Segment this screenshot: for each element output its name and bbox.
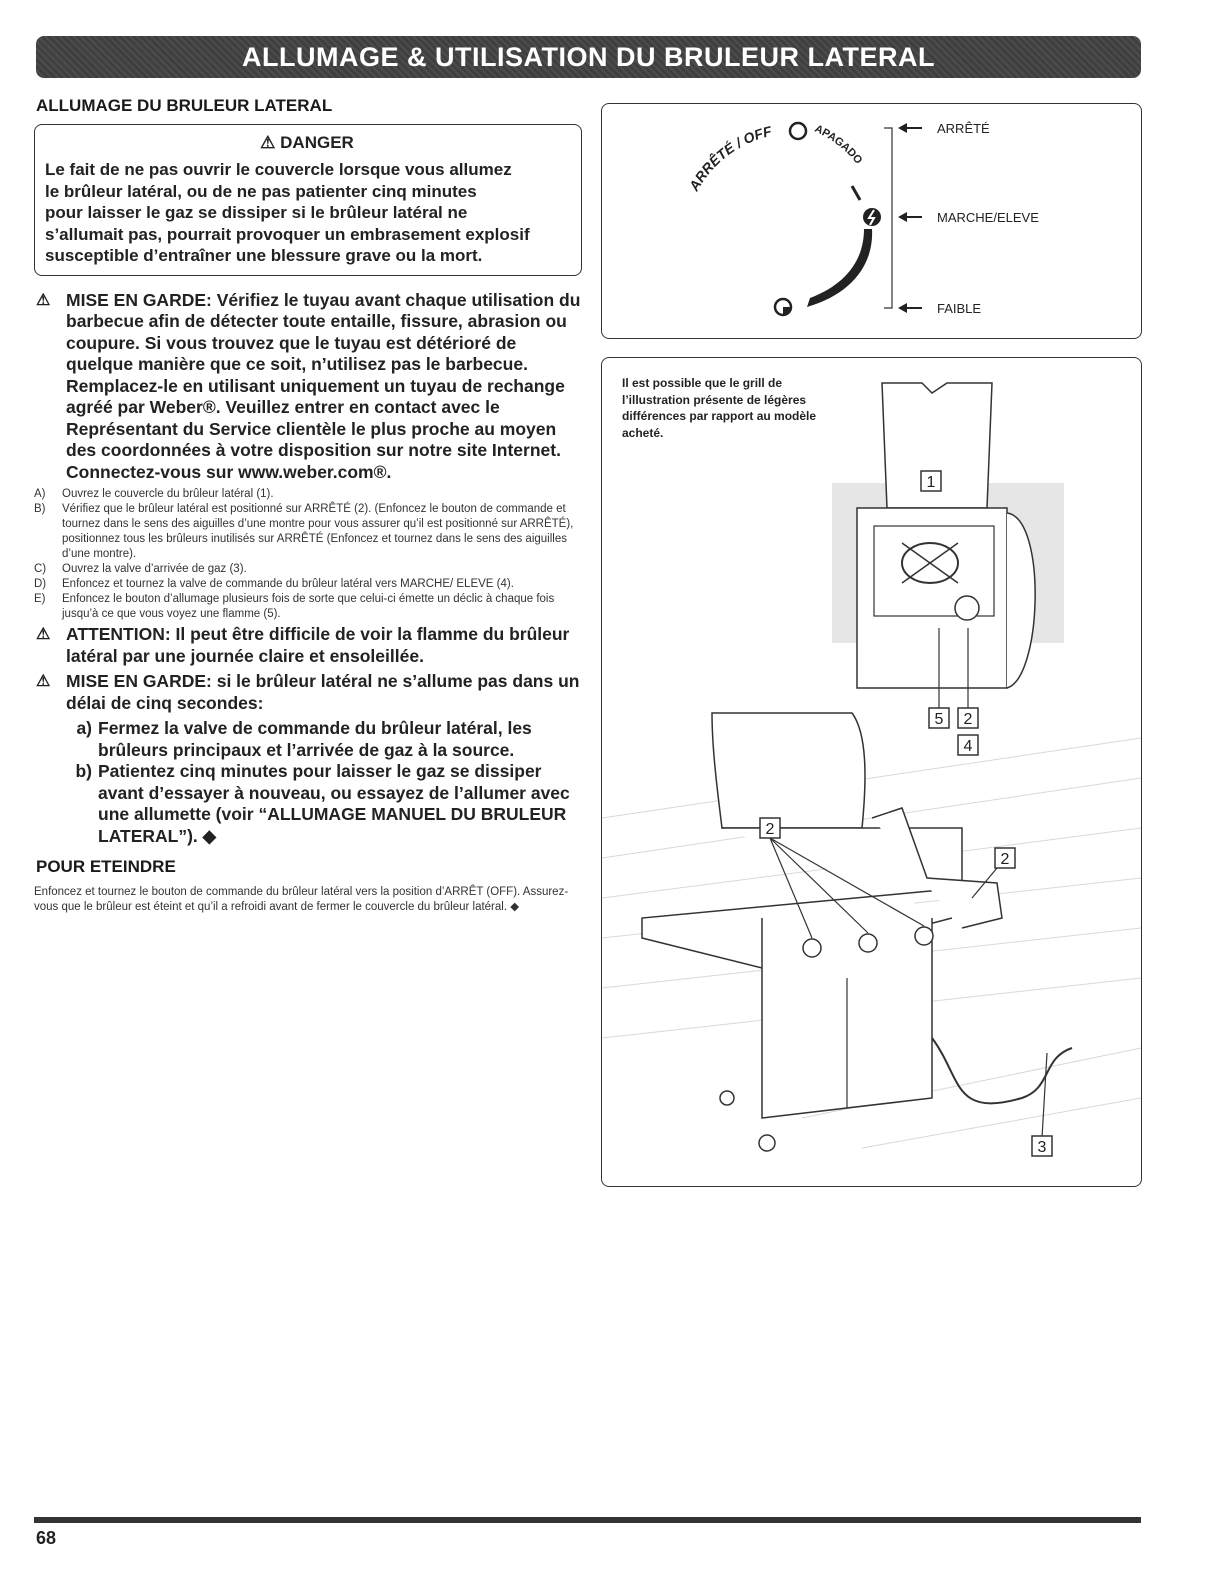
danger-line: s’allumait pas, pourrait provoquer un embrasement explosif <box>45 224 530 244</box>
dial-tick <box>852 186 860 200</box>
label-high: MARCHE/ELEVE <box>937 210 1039 225</box>
bracket-line <box>884 128 892 308</box>
gas-hose <box>932 1038 1072 1103</box>
grill-illustration <box>602 358 1141 1186</box>
wheel <box>720 1091 734 1105</box>
substep-text: Patientez cinq minutes pour laisser le gaz se dissiper avant d’essayer à nouveau, ou essayez de l’allumer avec une allumette (voir “ALLUMAGE MANUEL DU BRULEUR LATERAL”). ◆ <box>98 761 570 846</box>
dial-arc-text-left: ARRÊTÉ / OFF <box>685 122 774 194</box>
danger-text <box>45 159 569 267</box>
warning-hose <box>34 290 582 484</box>
footer-rule <box>34 1517 1141 1523</box>
warning-triangle-icon: ⚠ <box>36 626 51 643</box>
danger-line: Le fait de ne pas ouvrir le couvercle lorsque vous allumez <box>45 160 512 179</box>
label-low: FAIBLE <box>937 301 982 316</box>
callout-2-closeup: 2 <box>963 711 973 728</box>
callout-5: 5 <box>934 711 944 728</box>
step-letter: D) <box>34 578 47 590</box>
warning-no-ignition-text: MISE EN GARDE: si le brûleur latéral ne s’allume pas dans un délai de cinq secondes: <box>66 671 580 713</box>
step-text: Enfoncez le bouton d’allumage plusieurs fois de sorte que celui-ci émette un déclic à chaque fois jusqu’à ce que vous voyez une flamme (5). <box>62 593 555 620</box>
dial-diagram <box>602 104 1141 338</box>
callout-3: 3 <box>1037 1139 1047 1156</box>
substep-text: Fermez la valve de commande du brûleur latéral, les brûleurs principaux et l’arrivée de gaz à la source. <box>98 718 532 760</box>
step-letter: C) <box>34 563 47 575</box>
section-banner <box>36 36 1141 78</box>
burner-knob <box>803 939 821 957</box>
step-text: Enfoncez et tournez la valve de commande du brûleur latéral vers MARCHE/ ELEVE (4). <box>62 578 514 590</box>
warning-hose-text: MISE EN GARDE: Vérifiez le tuyau avant chaque utilisation du barbecue afin de détecter toute entaille, fissure, abrasion ou coupure. Si vous trouvez que le tuyau est détérioré de quelque manière que ce soit, n’utilisez pas le barbecue. Remplacez-le en utilisant uniquement un tuyau de rechange agréé par Weber®. Veuillez entrer en contact avec le Représentant du Service clientèle le plus proche au moyen des coordonnées à votre disposition sur notre site Internet. Connectez-vous sur www.weber.com®. <box>66 289 581 482</box>
step-text: Ouvrez la valve d’arrivée de gaz (3). <box>62 563 247 575</box>
arrow-head <box>898 123 907 133</box>
callout-2-knobs: 2 <box>765 821 775 838</box>
section-title-lighting: ALLUMAGE DU BRULEUR LATERAL <box>36 96 333 115</box>
warning-no-ignition <box>34 671 582 714</box>
wheel <box>759 1135 775 1151</box>
step-letter: A) <box>34 488 46 500</box>
illustration-note: Il est possible que le grill de l’illustration présente de légères différences par rapport au modèle acheté. <box>622 376 817 440</box>
attention-text: ATTENTION: Il peut être difficile de voir la flamme du brûleur latéral par une journée claire et ensoleillée. <box>66 624 570 666</box>
burner-knob <box>915 927 933 945</box>
grill-illustration-box <box>601 357 1142 1187</box>
page-number: 68 <box>36 1528 57 1548</box>
substep-letter: b) <box>75 761 92 781</box>
turn-off-text: Enfoncez et tournez le bouton de commande du brûleur latéral vers la position d’ARRÊT (OFF). Assurez-vous que le brûleur est éteint et qu’il a refroidi avant de fermer le couvercle du brûleur latéral. ◆ <box>34 886 569 913</box>
substep-letter: a) <box>76 718 92 738</box>
danger-line: pour laisser le gaz se dissiper si le brûleur latéral ne <box>45 203 468 222</box>
list-item <box>64 761 582 847</box>
list-item <box>64 718 582 761</box>
list-item <box>34 502 582 562</box>
burner-knob <box>859 934 877 952</box>
callout-4: 4 <box>963 738 973 755</box>
danger-title: ⚠ DANGER <box>260 133 354 152</box>
arrow-head <box>898 303 907 313</box>
section-title-turn-off: POUR ETEINDRE <box>36 857 176 876</box>
substeps-list <box>64 718 582 847</box>
attention-note <box>34 624 582 667</box>
danger-line: le brûleur latéral, ou de ne pas patienter cinq minutes <box>45 181 477 201</box>
callout-1: 1 <box>926 474 936 491</box>
off-position-icon <box>790 123 806 139</box>
warning-triangle-icon: ⚠ <box>36 673 51 690</box>
list-item <box>34 592 582 622</box>
left-column <box>34 96 582 915</box>
step-letter: E) <box>34 593 46 605</box>
page-title: ALLUMAGE & UTILISATION DU BRULEUR LATERAL <box>242 41 935 72</box>
arrow-head <box>898 212 907 222</box>
dial-diagram-box <box>601 103 1142 339</box>
label-off: ARRÊTÉ <box>937 121 990 136</box>
list-item <box>34 487 582 502</box>
low-flame-fill <box>783 307 791 315</box>
list-item <box>34 577 582 592</box>
dial-arc-text-right: APAGADO <box>812 122 865 167</box>
grill-lid <box>712 713 865 828</box>
control-knob <box>955 596 979 620</box>
callout-leader <box>1042 1053 1047 1138</box>
step-text: Ouvrez le couvercle du brûleur latéral (1). <box>62 488 274 500</box>
flame-arc <box>807 229 872 307</box>
step-text: Vérifiez que le brûleur latéral est positionné sur ARRÊTÉ (2). (Enfoncez le bouton de commande et tournez dans le sens des aiguilles d’une montre pour vous assurer qu’il est positionné sur ARRÊTÉ), positionnez tous les brûleurs inutilisés sur ARRÊTÉ (Enfoncez et tournez dans le sens des aiguilles d’une montre). <box>62 503 574 560</box>
warning-triangle-icon: ⚠ <box>36 291 51 309</box>
danger-line: susceptible d’entraîner une blessure grave ou la mort. <box>45 246 483 265</box>
danger-box <box>34 124 582 276</box>
callout-2-side: 2 <box>1000 851 1010 868</box>
list-item <box>34 562 582 577</box>
steps-list <box>34 487 582 622</box>
step-letter: B) <box>34 503 46 515</box>
